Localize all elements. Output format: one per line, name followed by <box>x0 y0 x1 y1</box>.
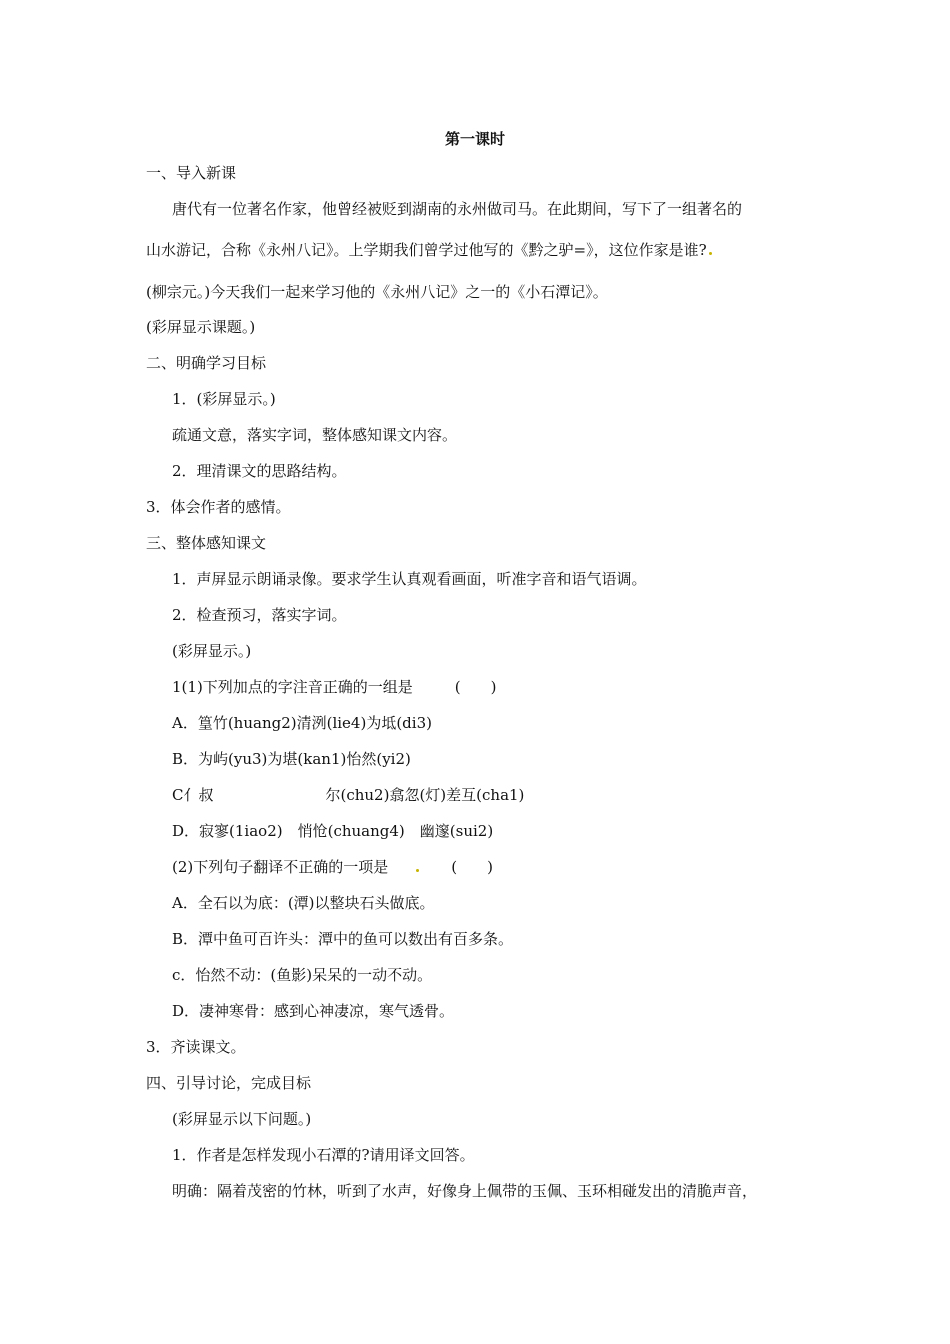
page-title: 第一课时 <box>444 130 505 148</box>
option-line: B．潭中鱼可百许头：潭中的鱼可以数出有百多条。 <box>172 930 514 948</box>
option-line: C亻叔 尔(chu2)翕忽(灯)差互(cha1) <box>172 786 525 804</box>
paragraph-line: 2．检查预习，落实字词。 <box>172 606 347 624</box>
paragraph-line: 1．(彩屏显示。) <box>172 390 276 408</box>
paragraph-line: (彩屏显示。) <box>172 642 252 660</box>
paragraph-line: 1．作者是怎样发现小石潭的?请用译文回答。 <box>172 1146 475 1164</box>
option-line: c．怡然不动：(鱼影)呆呆的一动不动。 <box>172 966 433 984</box>
paragraph-line: 3．齐读课文。 <box>146 1038 246 1056</box>
option-line: B．为屿(yu3)为堪(kan1)怡然(yi2) <box>172 750 411 768</box>
paragraph-line: 1．声屏显示朗诵录像。要求学生认真观看画面，听准字音和语气语调。 <box>172 570 647 588</box>
paragraph-line: (彩屏显示以下问题。) <box>172 1110 312 1128</box>
section-heading-2: 二、明确学习目标 <box>146 354 267 372</box>
section-heading-3: 三、整体感知课文 <box>146 534 267 552</box>
paragraph-line: 2．理清课文的思路结构。 <box>172 462 347 480</box>
question-line: 1(1)下列加点的字注音正确的一组是 ( ) <box>172 678 497 696</box>
mark-dot <box>709 252 712 255</box>
option-line: D．凄神寒骨：感到心神凄凉，寒气透骨。 <box>172 1002 455 1020</box>
question-line: (2)下列句子翻译不正确的一项是 ( ) <box>172 858 493 876</box>
mark-dot <box>416 869 419 872</box>
paragraph-line: 山水游记，合称《永州八记》。上学期我们曾学过他写的《黔之驴=》，这位作家是谁? <box>146 240 712 260</box>
option-line: D．寂寥(1iao2) 悄怆(chuang4) 幽邃(sui2) <box>172 822 494 840</box>
paragraph-line: 明确：隔着茂密的竹林，听到了水声，好像身上佩带的玉佩、玉环相碰发出的清脆声音， <box>172 1182 758 1200</box>
section-heading-4: 四、引导讨论，完成目标 <box>146 1074 312 1092</box>
section-heading-1: 一、导入新课 <box>146 164 237 182</box>
paragraph-line: 3．体会作者的感情。 <box>146 498 291 516</box>
paragraph-line: (彩屏显示课题。) <box>146 318 256 336</box>
option-line: A．篁竹(huang2)清洌(lie4)为坻(di3) <box>172 714 432 732</box>
paragraph-line: 唐代有一位著名作家，他曾经被贬到湖南的永州做司马。在此期间，写下了一组著名的 <box>172 200 743 218</box>
paragraph-line: 疏通文意，落实字词，整体感知课文内容。 <box>172 426 458 444</box>
paragraph-line: (柳宗元。)今天我们一起来学习他的《永州八记》之一的《小石潭记》。 <box>146 283 608 301</box>
option-line: A．全石以为底：(潭)以整块石头做底。 <box>172 894 435 912</box>
